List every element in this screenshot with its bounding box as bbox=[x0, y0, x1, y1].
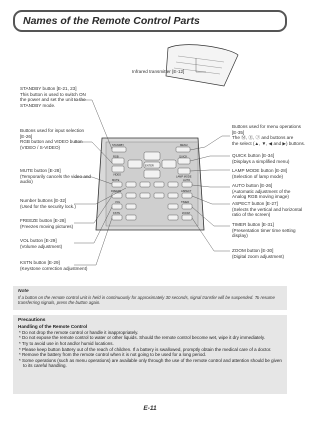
video-key bbox=[112, 166, 124, 172]
auto-key bbox=[182, 182, 192, 187]
label-timer: TIMER button [E-31] (Presentation timer time setting display) bbox=[232, 222, 296, 239]
precaution-item: * Do not expose the remote control to water or other liquids. Should the remote control become wet, wipe it dry immediately. bbox=[19, 335, 266, 341]
label-menu-buttons: Buttons used for menu operations [E-35] The Ⓜ, Ⓔ, Ⓙ and buttons are the select (▲, ▼, ◀ and ▶) buttons. bbox=[232, 124, 306, 146]
precaution-item: * Some operations (such as menu operations) are available only through the use of the remote control and attention should be given to its careful handling. bbox=[19, 357, 282, 369]
label-zoom: ZOOM button [E-30] (Digital zoom adjustment) bbox=[232, 248, 285, 259]
vol-up-key bbox=[126, 204, 136, 209]
kstn-key bbox=[112, 215, 122, 220]
zoom-key-label: ZOOM bbox=[182, 212, 190, 215]
precaution-item: * Remove the battery from the remote control when it is not going to be used for a long period. bbox=[19, 352, 207, 358]
left-key bbox=[128, 160, 142, 168]
label-vol: VOL button [E-29] (Volume adjustment) bbox=[20, 238, 63, 249]
mute-key-label: MUTE bbox=[112, 179, 120, 182]
label-quick: QUICK button [E-34] (Displays a simplified menu) bbox=[232, 153, 290, 164]
label-auto: AUTO button [E-26] (Automatic adjustment of the Analog RGB moving image) bbox=[232, 183, 291, 200]
precautions-box bbox=[13, 315, 287, 394]
label-standby: STANDBY button [E-21, 23] This button is used to switch ON the power and set the unit to the STANDBY mode. bbox=[20, 86, 86, 108]
lamp-mode-key bbox=[178, 168, 190, 174]
kstn-key-label: KSTN bbox=[113, 212, 120, 215]
rgb-key bbox=[112, 158, 124, 164]
menu-key-label: MENU bbox=[180, 144, 188, 147]
label-aspect: ASPECT button [E-27] (Selects the vertical and horizontal ratio of the screen) bbox=[232, 201, 303, 218]
rgb-key-label: RGB bbox=[113, 155, 119, 159]
aspect-key bbox=[182, 193, 192, 198]
zoom-key bbox=[182, 215, 192, 220]
quick-key-label: QUICK bbox=[179, 155, 188, 159]
label-kstn: KSTN button [E-29] (Keystone correction adjustment) bbox=[20, 260, 88, 271]
freeze-key-label: FREEZE bbox=[111, 190, 122, 193]
timer-key bbox=[182, 204, 192, 209]
down-key bbox=[144, 170, 160, 178]
label-lamp-mode: LAMP MODE button [E-28] (Selection of lamp mode) bbox=[232, 168, 288, 179]
note-box bbox=[13, 286, 287, 310]
mute-key bbox=[112, 182, 122, 187]
standby-key-label: STANDBY bbox=[112, 144, 125, 147]
vol-key-label: VOL bbox=[115, 201, 121, 204]
aspect-key-label: ASPECT bbox=[181, 190, 192, 193]
up-key bbox=[144, 152, 160, 160]
page-number: E-11 bbox=[143, 405, 157, 412]
enter-key-label: ENTER bbox=[145, 164, 154, 168]
precaution-item: * Please keep button battery out of the reach of children. If a battery is swallowed, promptly obtain the medical care of a doctor. bbox=[19, 346, 272, 352]
label-infrared: Infrared transmitter [E-12] bbox=[132, 69, 185, 74]
standby-key bbox=[112, 147, 126, 152]
timer-key-label: TIMER bbox=[181, 201, 190, 204]
precaution-item: * Do not drop the remote control or handle it inappropriately. bbox=[19, 329, 139, 335]
note-title: Note bbox=[18, 289, 29, 294]
menu-key bbox=[176, 147, 190, 152]
right-key bbox=[162, 160, 176, 168]
label-input-selection: Buttons used for input selection [E-26] RGB button and VIDEO button (VIDEO / S-VIDEO) bbox=[20, 128, 85, 150]
vol-down-key bbox=[112, 204, 122, 209]
precautions-title: Precautions bbox=[18, 318, 46, 323]
label-number-buttons: Number buttons [E-32] (Used for the security lock.) bbox=[20, 198, 76, 209]
label-mute: MUTE button [E-28] (Temporarily cancels the video and audio) bbox=[20, 168, 91, 185]
label-freeze: FREEZE button [E-28] (Freezes moving pictures) bbox=[20, 218, 74, 229]
note-text: If a button on the remote control unit is held in continuously for approximately 30 seconds, signal transfer will be suspended. To resume transferring signals, press the button again. bbox=[18, 295, 275, 306]
lamp-mode-key-label: LAMP MODE bbox=[176, 175, 192, 179]
page-title: Names of the Remote Control Parts bbox=[23, 15, 200, 27]
freeze-key bbox=[112, 193, 122, 198]
precaution-item: * Try to avoid use in hot and/or humid locations. bbox=[19, 340, 114, 346]
auto-key-label: AUTO bbox=[183, 179, 191, 182]
precautions-subtitle: Handling of the Remote Control bbox=[18, 324, 88, 329]
video-key-label: VIDEO bbox=[113, 173, 122, 177]
quick-key bbox=[178, 158, 190, 164]
